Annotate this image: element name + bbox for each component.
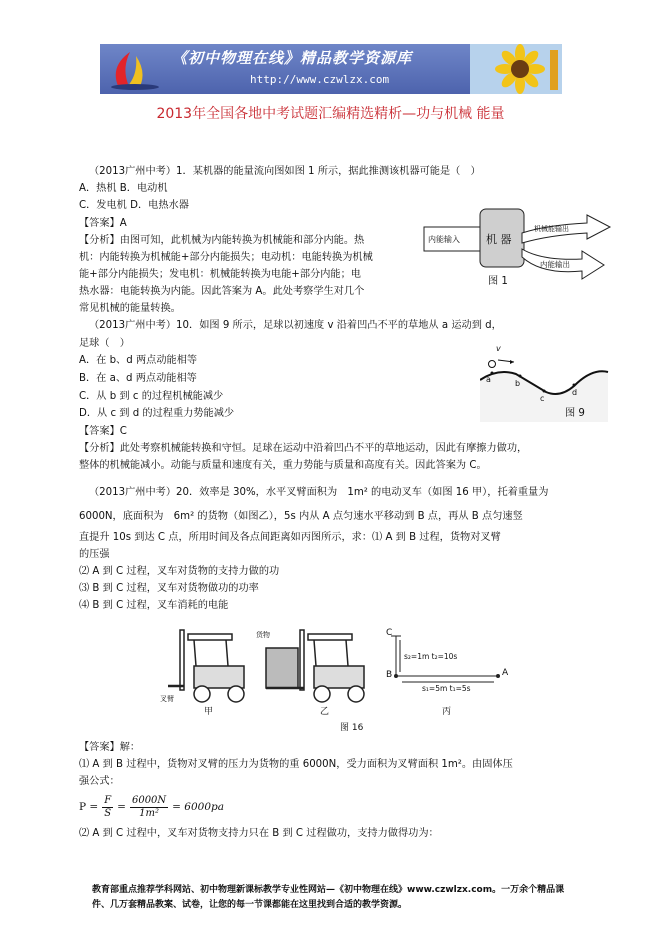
fig16-caption: 图 16 bbox=[340, 723, 364, 733]
q1-options-cd: C．发电机 D．电热水器 bbox=[79, 200, 189, 211]
q3-answer-2: ⑵ A 到 C 过程中，叉车对货物支持力只在 B 到 C 过程做功，支持力做得功为： bbox=[79, 828, 439, 839]
q3-sub-2: ⑵ A 到 C 过程，叉车对货物的支持力做的功 bbox=[79, 566, 280, 577]
q2-option-d: D．从 c 到 d 的过程重力势能减少 bbox=[79, 408, 235, 419]
fig9-d-label: d bbox=[572, 388, 578, 397]
q3-sub-4: ⑷ B 到 C 过程，叉车消耗的电能 bbox=[79, 600, 229, 611]
q2-option-b: B．在 a、d 两点动能相等 bbox=[79, 373, 197, 384]
q3-sub-3: ⑶ B 到 C 过程，叉车对货物做功的功率 bbox=[79, 583, 259, 594]
formula-f-over-s: $\frac{F}{S}$ bbox=[104, 794, 112, 819]
q1-analysis-4: 热水器：电能转换为内能。因此答案为 A。此处考察学生对几个 bbox=[79, 286, 365, 297]
forklift-b-icon bbox=[266, 630, 364, 702]
pressure-formula bbox=[79, 792, 224, 822]
q1-answer: 【答案】A bbox=[79, 218, 127, 229]
q1-analysis-5: 常见机械的能量转换。 bbox=[79, 303, 181, 314]
fig16-yi-label: 乙 bbox=[320, 707, 330, 717]
figure-1-energy-flow bbox=[422, 205, 612, 293]
page-title: 2013年全国各地中考试题汇编精选精析—功与机械 能量 bbox=[156, 106, 505, 122]
q1-analysis-3: 能+部分内能损失；发电机：机械能转换为电能+部分内能；电 bbox=[79, 269, 361, 280]
site-banner bbox=[100, 44, 562, 94]
fig1-machine-label: 机 器 bbox=[486, 233, 512, 246]
q3-line-2: 6000N，底面积为 6m² 的货物（如图乙），5s 内从 A 点匀速水平移动到 B 点，再从 B 点匀速竖 bbox=[79, 511, 523, 522]
fig16-cargo-label: 货物 bbox=[256, 631, 270, 639]
fig16-arm-label: 叉臂 bbox=[160, 695, 174, 703]
fig16-s2-label: s₂=1m t₂=10s bbox=[404, 652, 458, 661]
formula-result: = 6000pa bbox=[172, 801, 225, 813]
fig9-caption: 图 9 bbox=[565, 408, 585, 419]
q2-option-a: A．在 b、d 两点动能相等 bbox=[79, 355, 198, 366]
fig9-v-label: v bbox=[496, 344, 501, 353]
fig16-point-c: C bbox=[386, 628, 393, 638]
q1-analysis-2: 机：内能转换为机械能+部分内能损失；电动机：电能转换为机械 bbox=[79, 252, 373, 263]
fig16-s1-label: s₁=5m t₁=5s bbox=[422, 684, 471, 693]
fig1-heat-output-label: 内能输出 bbox=[540, 260, 570, 269]
formula-eq: = bbox=[117, 801, 126, 813]
page-footer bbox=[92, 883, 572, 913]
fig9-c-label: c bbox=[540, 394, 545, 403]
fig9-a-label: a bbox=[486, 375, 491, 384]
q2-stem-1: （2013广州中考）10．如图 9 所示，足球以初速度 v 沿着凹凸不平的草地从 a 运动到 d， bbox=[89, 320, 502, 331]
site-logo-icon bbox=[104, 46, 166, 92]
q3-line-4: 的压强 bbox=[79, 549, 110, 560]
fig16-jia-label: 甲 bbox=[204, 707, 214, 717]
q2-stem-2: 足球（ ） bbox=[79, 338, 130, 349]
q3-line-1: （2013广州中考）20．效率是 30%，水平叉臂面积为 1m² 的电动叉车（如图 16 甲），托着重量为 bbox=[89, 487, 549, 498]
figure-9-ball-path bbox=[480, 342, 610, 422]
banner-slogan: 《初中物理在线》精品教学资源库 bbox=[172, 49, 413, 67]
footer-line-1: 教育部重点推荐学科网站、初中物理新课标教学专业性网站—《初中物理在线》www.czwlzx.com。一万余个精品课 bbox=[92, 885, 565, 895]
fig16-bing-label: 丙 bbox=[442, 707, 452, 717]
q3-answer: 【答案】解： bbox=[79, 742, 141, 753]
formula-values: $\frac{6000N}{\text{1m²}}$ bbox=[131, 794, 167, 819]
q3-line-3: 直提升 10s 到达 C 点，所用时间及各点间距离如丙图所示，求：⑴ A 到 B 过程，货物对叉臂 bbox=[79, 532, 501, 543]
q2-analysis-1: 【分析】此处考察机械能转换和守恒。足球在运动中沿着凹凸不平的草地运动，因此有摩擦力做功， bbox=[79, 443, 528, 454]
sunflower-icon bbox=[470, 44, 562, 94]
footer-line-2: 件、几万套精品教案、试卷，让您的每一节课都能在这里找到合适的教学资源。 bbox=[92, 900, 408, 910]
q1-stem: （2013广州中考）1．某机器的能量流向图如图 1 所示，据此推测该机器可能是（ ） bbox=[89, 166, 481, 177]
fig16-point-a: A bbox=[502, 668, 509, 678]
formula-p: P = bbox=[79, 801, 99, 813]
q2-answer: 【答案】C bbox=[79, 426, 127, 437]
q2-option-c: C．从 b 到 c 的过程机械能减少 bbox=[79, 391, 224, 402]
fig1-caption: 图 1 bbox=[488, 276, 508, 287]
fig1-mech-output-label: 机械能输出 bbox=[534, 225, 569, 233]
banner-url[interactable]: http://www.czwlzx.com bbox=[250, 73, 390, 86]
fig1-input-label: 内能输入 bbox=[428, 235, 460, 244]
q2-analysis-2: 整体的机械能减小。动能与质量和速度有关，重力势能与质量和高度有关。因此答案为 C。 bbox=[79, 460, 487, 471]
q3-answer-1b: 强公式： bbox=[79, 776, 120, 787]
figure-16-forklift bbox=[160, 626, 530, 736]
q3-answer-1: ⑴ A 到 B 过程中，货物对叉臂的压力为货物的重 6000N，受力面积为叉臂面积 1m²。由固体压 bbox=[79, 759, 513, 770]
fig9-b-label: b bbox=[515, 379, 521, 388]
q1-options-ab: A．热机 B．电动机 bbox=[79, 183, 168, 194]
q1-analysis-1: 【分析】由图可知，此机械为内能转换为机械能和部分内能。热 bbox=[79, 235, 365, 246]
forklift-a-icon bbox=[168, 630, 244, 702]
fig16-point-b: B bbox=[386, 670, 393, 680]
